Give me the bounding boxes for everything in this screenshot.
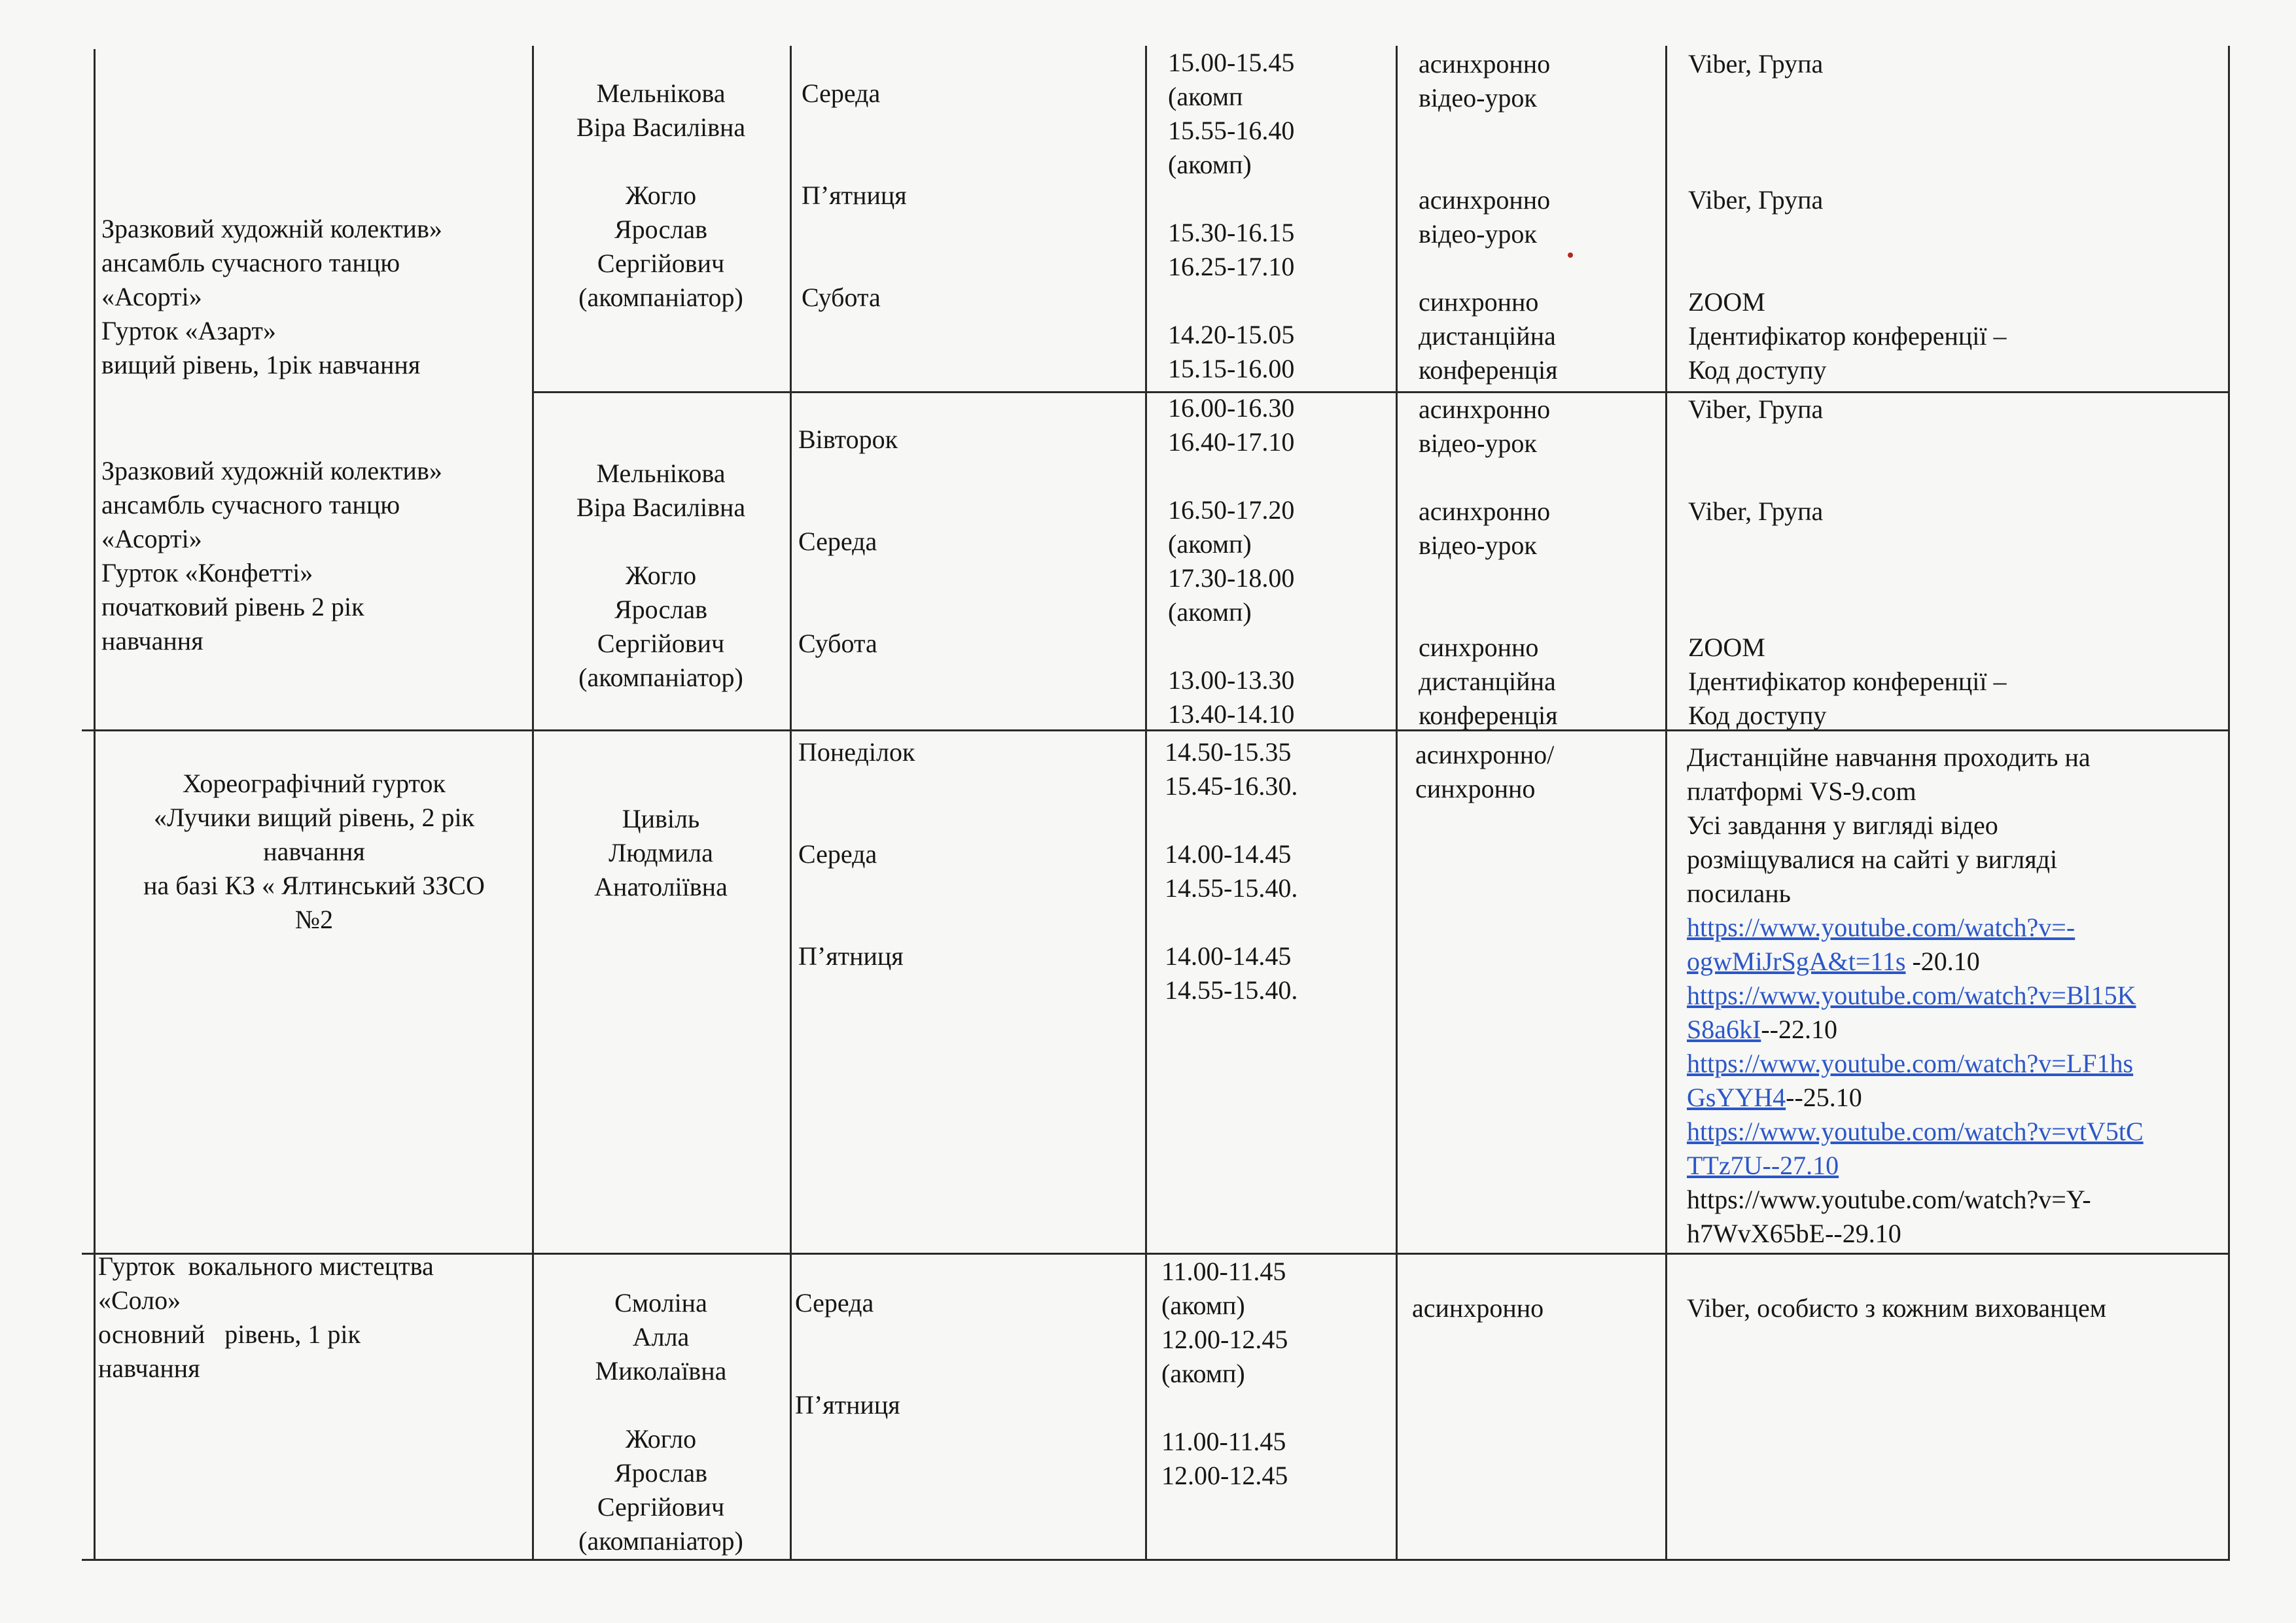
form-cell <box>1415 738 1661 806</box>
teacher-cell <box>537 1286 785 1558</box>
platform-cell <box>1687 1291 2227 1325</box>
platform-line: Viber, Група <box>1688 49 1824 79</box>
days-cell <box>798 423 1125 661</box>
days-gap <box>802 145 1129 179</box>
time-line: (акомп) <box>1161 1359 1245 1388</box>
platform-gap <box>1688 461 2225 495</box>
platform-line: ZOOM <box>1688 633 1765 662</box>
form-line: конференція <box>1419 355 1558 385</box>
teacher-line: Віра Василівна <box>576 113 746 142</box>
days-gap <box>798 871 1125 905</box>
video-link[interactable]: https://www.youtube.com/watch?v=vtV5tC <box>1687 1117 2144 1146</box>
teacher-line: Алла <box>632 1322 690 1352</box>
column-divider <box>790 46 792 1560</box>
teacher-line: Жогло <box>625 181 697 210</box>
teacher-line: Людмила <box>609 838 713 867</box>
group-name-line: «Соло» <box>98 1285 181 1315</box>
group-name-line: «Лучики вищий рівень, 2 рік <box>153 803 475 832</box>
teacher-line: (акомпаніатор) <box>578 283 743 312</box>
video-link-entry <box>1687 1081 2227 1115</box>
platform-line: Код доступу <box>1688 355 1827 385</box>
times-gap <box>1168 284 1390 318</box>
times-gap <box>1165 803 1390 837</box>
form-line: асинхронно <box>1419 49 1551 79</box>
group-name-line: Гурток «Конфетті» <box>101 558 313 587</box>
platform-gap <box>1688 563 2225 597</box>
teacher-line: Ярослав <box>614 1458 708 1488</box>
teacher-line: Смоліна <box>614 1288 707 1318</box>
platform-line: Viber, особисто з кожним вихованцем <box>1687 1293 2107 1323</box>
teacher-gap <box>537 525 785 559</box>
group-name-line: «Асорті» <box>101 282 202 311</box>
times-gap <box>1168 182 1390 216</box>
time-line: 14.55-15.40. <box>1165 975 1298 1005</box>
video-link-entry <box>1687 979 2227 1013</box>
ink-mark <box>1568 253 1573 258</box>
time-line: 16.25-17.10 <box>1168 252 1295 281</box>
form-line: синхронно <box>1419 287 1539 317</box>
platform-line: Ідентифікатор конференції – <box>1688 321 2007 351</box>
group-name-line: ансамбль сучасного танцю <box>101 490 400 519</box>
days-cell <box>798 735 1125 973</box>
form-line: відео-урок <box>1419 531 1537 560</box>
table-border-right <box>2228 46 2230 1560</box>
video-link[interactable]: https://www.youtube.com/watch?v=Bl15K <box>1687 981 2136 1010</box>
teacher-line: Ярослав <box>614 595 708 624</box>
form-line: відео-урок <box>1419 428 1537 458</box>
form-line: відео-урок <box>1419 83 1537 113</box>
times-gap <box>1161 1391 1390 1425</box>
teacher-line: Цивіль <box>622 804 700 833</box>
platform-gap <box>1688 597 2225 631</box>
time-line: 14.50-15.35 <box>1165 737 1292 767</box>
video-link[interactable]: TTz7U--27.10 <box>1687 1151 1839 1180</box>
days-gap <box>798 769 1125 803</box>
video-link-entry <box>1687 1047 2227 1081</box>
platform-line: посилань <box>1687 879 1791 908</box>
times-cell <box>1168 391 1390 731</box>
table-border-bottom <box>82 1559 2230 1561</box>
days-gap <box>798 593 1125 627</box>
times-cell <box>1165 735 1390 1007</box>
video-link[interactable]: https://www.youtube.com/watch?v=- <box>1687 913 2075 942</box>
group-name-line: основний рівень, 1 рік <box>98 1319 361 1349</box>
link-date: --25.10 <box>1786 1083 1862 1112</box>
form-line: асинхронно <box>1412 1293 1544 1323</box>
video-link-entry <box>1687 1013 2227 1047</box>
teacher-line: Миколаївна <box>595 1356 727 1386</box>
group-name-line: навчання <box>98 1353 200 1383</box>
teacher-gap <box>537 145 785 179</box>
group-name-line: на базі КЗ « Ялтинський ЗЗСО <box>143 871 485 900</box>
days-gap <box>802 247 1129 281</box>
platform-cell <box>1688 47 2225 387</box>
time-line: 13.40-14.10 <box>1168 699 1295 729</box>
form-cell <box>1419 47 1661 387</box>
group-name-line: Хореографічний гурток <box>183 769 446 798</box>
platform-gap <box>1688 529 2225 563</box>
time-line: 15.15-16.00 <box>1168 354 1295 383</box>
form-cell <box>1412 1291 1661 1325</box>
form-line: синхронно <box>1415 774 1536 803</box>
platform-line: Viber, Група <box>1688 497 1824 526</box>
teacher-line: Сергійович <box>597 629 725 658</box>
day-label: Середа <box>798 839 877 869</box>
time-line: 11.00-11.45 <box>1161 1427 1286 1456</box>
form-line: асинхронно/ <box>1415 740 1555 769</box>
time-line: 15.45-16.30. <box>1165 771 1298 801</box>
day-label: Середа <box>802 79 881 108</box>
teacher-line: Мельнікова <box>596 79 726 108</box>
teacher-line: (акомпаніатор) <box>578 1526 743 1556</box>
time-line: (акомп <box>1168 82 1243 111</box>
time-line: 11.00-11.45 <box>1161 1257 1286 1286</box>
day-label: Субота <box>802 283 881 312</box>
time-line: 14.55-15.40. <box>1165 873 1298 903</box>
form-line: асинхронно <box>1419 394 1551 424</box>
platform-gap <box>1688 251 2225 285</box>
time-line: (акомп) <box>1168 597 1252 627</box>
teacher-line: Жогло <box>625 561 697 590</box>
times-gap <box>1168 459 1390 493</box>
form-line: асинхронно <box>1419 497 1551 526</box>
form-gap <box>1419 149 1661 183</box>
group-name-line: «Асорті» <box>101 524 202 553</box>
day-label: П’ятниця <box>802 181 907 210</box>
time-line: 15.00-15.45 <box>1168 48 1295 77</box>
time-line: 16.40-17.10 <box>1168 427 1295 457</box>
platform-line: Ідентифікатор конференції – <box>1688 667 2007 696</box>
days-gap <box>798 559 1125 593</box>
day-label: Вівторок <box>798 425 898 454</box>
group-name-cell <box>101 212 527 382</box>
plain-url-line: h7WvX65bE--29.10 <box>1687 1219 1901 1248</box>
link-date: -20.10 <box>1905 947 1980 976</box>
day-label: Середа <box>795 1288 874 1318</box>
day-label: Середа <box>798 527 877 556</box>
times-cell <box>1161 1255 1390 1493</box>
form-cell <box>1419 393 1661 733</box>
column-divider <box>1145 46 1147 1560</box>
day-label: П’ятниця <box>795 1390 900 1420</box>
video-link-entry <box>1687 1115 2227 1149</box>
days-gap <box>798 491 1125 525</box>
teacher-cell <box>537 77 785 315</box>
time-line: 16.00-16.30 <box>1168 393 1295 423</box>
teacher-line: Жогло <box>625 1424 697 1454</box>
time-line: (акомп) <box>1168 150 1252 179</box>
form-line: конференція <box>1419 701 1558 730</box>
time-line: 14.00-14.45 <box>1165 941 1292 971</box>
teacher-line: (акомпаніатор) <box>578 663 743 692</box>
times-gap <box>1165 905 1390 939</box>
form-line: асинхронно <box>1419 185 1551 215</box>
time-line: 15.55-16.40 <box>1168 116 1295 145</box>
platform-line: Viber, Група <box>1688 394 1824 424</box>
platform-line: Код доступу <box>1688 701 1827 730</box>
days-gap <box>802 213 1129 247</box>
time-line: 14.20-15.05 <box>1168 320 1295 349</box>
time-line: (акомп) <box>1161 1291 1245 1320</box>
group-name-cell <box>101 454 527 658</box>
days-gap <box>795 1320 1122 1354</box>
platform-gap <box>1688 149 2225 183</box>
column-divider <box>1396 46 1398 1560</box>
time-line: 12.00-12.45 <box>1161 1325 1288 1354</box>
days-gap <box>802 111 1129 145</box>
group-name-line: навчання <box>263 837 365 866</box>
teacher-line: Сергійович <box>597 249 725 278</box>
platform-line: розміщувалися на сайті у вигляді <box>1687 845 2058 874</box>
group-name-line: Гурток «Азарт» <box>101 316 276 345</box>
time-line: 14.00-14.45 <box>1165 839 1292 869</box>
link-date: --22.10 <box>1761 1015 1837 1044</box>
platform-gap <box>1688 115 2225 149</box>
group-name-cell <box>98 1249 530 1386</box>
platform-line: ZOOM <box>1688 287 1765 317</box>
form-line: дистанційна <box>1419 667 1556 696</box>
group-name-line: навчання <box>101 626 203 655</box>
group-name-line: №2 <box>294 905 334 934</box>
days-cell <box>795 1286 1122 1422</box>
days-gap <box>798 457 1125 491</box>
time-line: 13.00-13.30 <box>1168 665 1295 695</box>
video-link-entry <box>1687 911 2227 945</box>
platform-cell <box>1688 393 2225 733</box>
group-name-line: ансамбль сучасного танцю <box>101 248 400 277</box>
day-label: Субота <box>798 629 877 658</box>
video-link[interactable]: GsYYH4 <box>1687 1083 1786 1112</box>
day-label: Понеділок <box>798 737 915 767</box>
platform-gap <box>1688 217 2225 251</box>
time-line: 12.00-12.45 <box>1161 1461 1288 1490</box>
column-divider <box>532 46 534 1560</box>
group-name-line: початковий рівень 2 рік <box>101 592 364 621</box>
time-line: 16.50-17.20 <box>1168 495 1295 525</box>
video-link-entry <box>1687 1149 2227 1183</box>
form-gap <box>1419 597 1661 631</box>
platform-line: Усі завдання у вигляді відео <box>1687 811 1998 840</box>
days-cell <box>802 77 1129 315</box>
platform-line: Viber, Група <box>1688 185 1824 215</box>
group-name-line: Гурток вокального мистецтва <box>98 1251 434 1281</box>
table-border-left <box>94 49 96 1560</box>
times-gap <box>1168 629 1390 663</box>
days-gap <box>795 1354 1122 1388</box>
group-name-line: вищий рівень, 1рік навчання <box>101 350 421 379</box>
platform-line: Дистанційне навчання проходить на <box>1687 742 2091 772</box>
plain-url-line: https://www.youtube.com/watch?v=Y- <box>1687 1185 2091 1214</box>
teacher-line: Мельнікова <box>596 459 726 488</box>
times-cell <box>1168 46 1390 386</box>
platform-gap <box>1688 81 2225 115</box>
column-divider <box>1665 46 1667 1560</box>
form-gap <box>1419 563 1661 597</box>
teacher-cell <box>537 802 785 904</box>
day-label: П’ятниця <box>798 941 904 971</box>
platform-line: платформі VS-9.com <box>1687 777 1916 806</box>
group-name-line: Зразковий художній колектив» <box>101 214 442 243</box>
form-gap <box>1419 461 1661 495</box>
time-line: 15.30-16.15 <box>1168 218 1295 247</box>
days-gap <box>798 905 1125 939</box>
teacher-line: Віра Василівна <box>576 493 746 522</box>
video-link-entry <box>1687 945 2227 979</box>
form-gap <box>1419 115 1661 149</box>
days-gap <box>798 803 1125 837</box>
teacher-line: Сергійович <box>597 1492 725 1522</box>
teacher-line: Ярослав <box>614 215 708 244</box>
form-line: відео-урок <box>1419 219 1537 249</box>
platform-gap <box>1688 427 2225 461</box>
platform-cell <box>1687 741 2227 1251</box>
group-name-line: Зразковий художній колектив» <box>101 456 442 485</box>
teacher-cell <box>537 457 785 695</box>
group-name-cell <box>98 767 530 937</box>
form-gap <box>1419 251 1661 285</box>
teacher-gap <box>537 1388 785 1422</box>
video-link[interactable]: S8a6kI <box>1687 1015 1761 1044</box>
teacher-line: Анатоліївна <box>594 872 728 901</box>
time-line: 17.30-18.00 <box>1168 563 1295 593</box>
form-line: синхронно <box>1419 633 1539 662</box>
video-link[interactable]: ogwMiJrSgA&t=11s <box>1687 947 1906 976</box>
video-link[interactable]: https://www.youtube.com/watch?v=LF1hs <box>1687 1049 2134 1078</box>
time-line: (акомп) <box>1168 529 1252 559</box>
form-line: дистанційна <box>1419 321 1556 351</box>
